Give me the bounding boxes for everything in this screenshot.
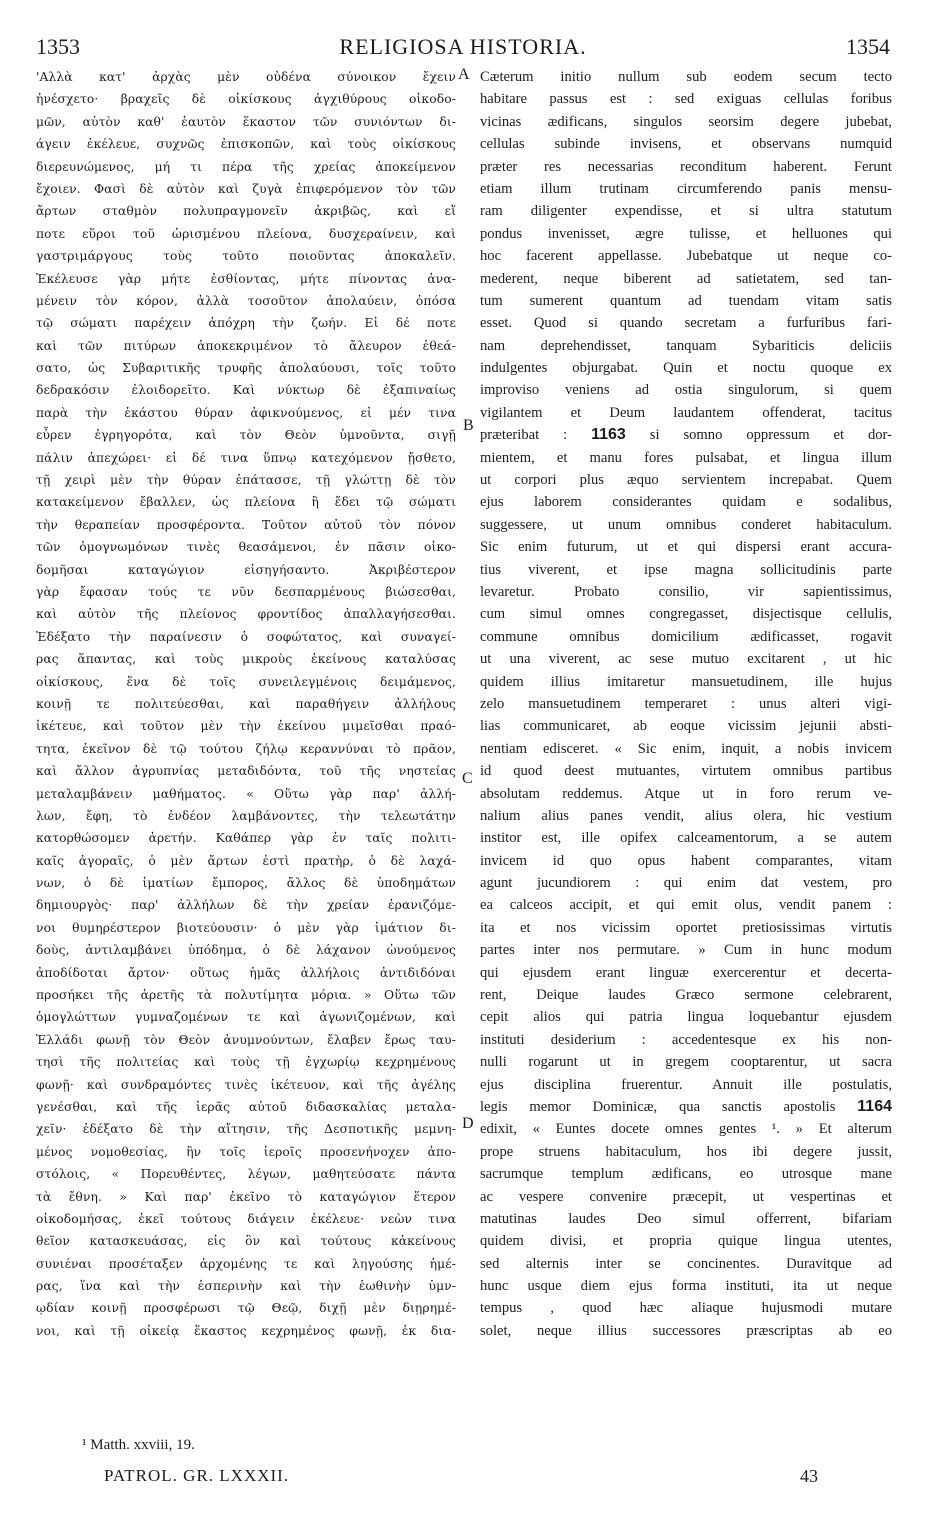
- latin-text-line: id quod deest mutuantes, virtutem omnibus partibus: [480, 763, 892, 780]
- greek-text-line: ἱκέτευε, καὶ τοῦτον μὲν τὴν ἐκείνου μιμεῖσθαι πραό-: [36, 719, 456, 734]
- page-number-right: 1354: [846, 34, 890, 59]
- latin-text-line: sacrumque templum ædificans, eo utrosque mane: [480, 1166, 892, 1183]
- greek-text-line: γὰρ ἔφασαν τούς τε νῦν δεσπαρμένους βιώσεσθαι,: [36, 584, 456, 599]
- latin-text-line: cum simul omnes congregasset, disjectisque cellulis,: [480, 606, 892, 623]
- latin-text-line: levaretur. Probato consilio, vir sapientissimus,: [480, 583, 892, 600]
- greek-text-line: δομῆσαι καταγώγιον εἰσηγήσαντο. Ἀκριβέστερον: [36, 562, 456, 577]
- latin-text-line: tum sumerent quantum ad tuendam vitam satis: [480, 292, 892, 309]
- greek-text-line: Ἐκέλευσε γὰρ μήτε ἐσθίοντας, μήτε πίνοντας ἀνα-: [36, 271, 456, 286]
- greek-text-line: οἰκίσκους, ἕνα δὲ τοῖς συνειλεγμένοις δειμάμενος,: [36, 674, 456, 689]
- latin-text-line: rent, Deique laudes Græco sermone celebrarent,: [480, 987, 892, 1004]
- greek-text-line: καῖς ἀγοραῖς, ὁ μὲν ἄρτων ἐστὶ πρατὴρ, ὁ δὲ λαχά-: [36, 853, 456, 868]
- greek-text-line: χεῖν· ἐδέξατο δὲ τὴν αἴτησιν, τῆς Δεσποτικῆς μεμνη-: [36, 1122, 456, 1137]
- greek-text-line: ῳδίαν κοινῇ προσφέρωσι τῷ Θεῷ, διχῇ μὲν διῃρημέ-: [36, 1301, 456, 1316]
- greek-text-line: Ἑλλάδι φωνῇ τὸν Θεὸν ἀνυμνούντων, ἔλαβεν ἔρως ταυ-: [36, 1032, 456, 1047]
- latin-text-line: institor est, ille opifex calceamentorum, a se autem: [480, 830, 892, 847]
- latin-text-line: commune omnibus domicilium ædificasset, rogavit: [480, 628, 892, 645]
- latin-text-line: ita et nos vicissim oportet pretiosissimas virtutis: [480, 919, 892, 936]
- greek-text-line: συνιέναι προσέταξεν ἀρχομένης τε καὶ ληγούσης ἡμέ-: [36, 1256, 456, 1271]
- latin-text-line: lias communicaret, ab eoque vicissim jejunii absti-: [480, 718, 892, 735]
- latin-text-line: solet, neque illius successores præscriptas ab eo: [480, 1322, 892, 1339]
- greek-text-line: γαστριμάργους τοὺς τοῦτο ποιοῦντας ἀποκαλεῖν.: [36, 249, 456, 264]
- greek-text-line: ἀποδίδοται ἄρτον· οὕτως ἡμᾶς ἀλλήλοις ἀντιδιδόναι: [36, 965, 456, 980]
- greek-text-line: πάλιν ἀπεχώρει· εἰ δέ τινα ὕπνῳ κατεχόμενον ᾔσθετο,: [36, 450, 456, 465]
- greek-text-line: παρὰ τὴν ἑκάστου θύραν ἀφικνούμενος, εἰ μέν τινα: [36, 405, 456, 420]
- greek-text-line: τὰ ἔθνη. » Καὶ παρ' ἐκεῖνο τὸ καταγώγιον ἕτερον: [36, 1189, 456, 1204]
- greek-text-line: νων, ὁ δὲ ἱματίων ἔμπορος, ἄλλος δὲ ὑποδημάτων: [36, 876, 456, 891]
- latin-text-line: vigilantem et Deum laudantem offenderat, tacitus: [480, 404, 892, 421]
- latin-text-line: ram diligenter expendisse, et si ultra statutum: [480, 203, 892, 220]
- latin-text-line: præter res necessarias reconditum haberent. Ferunt: [480, 158, 892, 175]
- greek-text-line: 'Αλλὰ κατ' ἀρχὰς μὲν οὐδένα σύνοικον ἔχειν: [36, 70, 456, 84]
- latin-text-line: matutinas laudes Deo simul offerrent, bifariam: [480, 1210, 892, 1227]
- greek-column: [36, 66, 456, 1421]
- latin-text-line: hoc facerent appellasse. Jubebatque ut neque co-: [480, 248, 892, 265]
- latin-text-line: suggessere, ut unum omnibus conderet habitaculum.: [480, 516, 892, 533]
- latin-text-line: ejus laborem considerantes quidam e sodalibus,: [480, 494, 892, 511]
- latin-text-line: ejus disciplina fruerentur. Annuit ille postulatis,: [480, 1076, 892, 1093]
- latin-text-line: qui ejusdem erant linguæ exercerentur et decerta-: [480, 964, 892, 981]
- page-number-left: 1353: [36, 34, 80, 59]
- latin-text-line: hunc usque diem ejus forma instituti, ita ut neque: [480, 1278, 892, 1295]
- latin-text-line: ut corpori plus æquo servientem increpabat. Quem: [480, 472, 892, 489]
- latin-text-line: invicem id quo opus habent comparantes, vitam: [480, 852, 892, 869]
- greek-text-line: μένος νομοθεσίας, ἣν τοῖς ἱεροῖς προσενήνοχεν ἀπο-: [36, 1144, 456, 1159]
- latin-text-line: prope struens habitaculum, hos ibi degere jussit,: [480, 1143, 892, 1160]
- greek-text-line: νοι θυμηρέστερον βιοτεύουσιν· ὁ μὲν γὰρ ἱμάτιον δι-: [36, 920, 456, 935]
- greek-text-line: τητα, ἐκεῖνον δὲ τῷ τούτου ζήλῳ κεραννύναι τὸ πρᾶον,: [36, 741, 456, 756]
- latin-text-line: sed alternis inter se concinentes. Duravitque ad: [480, 1255, 892, 1272]
- greek-text-line: ρας, ἵνα καὶ τὴν ἑσπερινὴν καὶ τὴν ἑωθινὴν ὑμν-: [36, 1279, 456, 1294]
- margin-letter-c: C: [462, 770, 473, 787]
- greek-text-line: νοι, καὶ τῇ οἰκείᾳ ἕκαστος κεχρημένος φωνῇ, ἐκ δια-: [36, 1323, 456, 1338]
- greek-text-line: μεταλαμβάνειν μαθήματος. « Οὕτω γὰρ παρ' ἀλλή-: [36, 786, 456, 801]
- greek-text-line: τῶν ὁμογνωμόνων τινὲς θεασάμενοι, ἐν πᾶσιν οἰκο-: [36, 540, 456, 555]
- greek-text-line: καὶ ἄλλον ἀγρυπνίας μεταδιδόντα, τοῦ τῆς νηστείας: [36, 764, 456, 779]
- latin-text-line: quidem illius imitaretur mansuetudinem, ille hujus: [480, 673, 892, 690]
- footer-series: PATROL. GR. LXXXII.: [104, 1466, 290, 1485]
- greek-text-line: τὴν θεραπείαν προσφέροντα. Τοῦτον αὐτοῦ τὸν πόνον: [36, 517, 456, 532]
- greek-text-line: φωνῇ· καὶ συνδραμόντες τινὲς ἱκέτευον, καὶ τῆς ἀγέλης: [36, 1077, 456, 1092]
- greek-text-line: θεῖον κατασκευάσας, εἰς ὃν καὶ τούτους κἀκείνους: [36, 1234, 456, 1249]
- latin-text-line: nalium alius panes vendit, alius olera, hic vestium: [480, 807, 892, 824]
- greek-text-line: οἰκοδομήσας, ἐκεῖ τούτους διάγειν ἐκέλευε· νεὼν τινα: [36, 1211, 456, 1226]
- latin-text-line: mederent, neque biberent ad satietatem, sed tan-: [480, 270, 892, 287]
- greek-text-line: μῶν, αὐτὸν καθ' ἑαυτὸν ἕκαστον τῶν συνιόντων δι-: [36, 114, 456, 129]
- footnote: ¹ Matth. xxviii, 19.: [82, 1437, 195, 1453]
- latin-text-line: etiam illum trutinam circumferendo panis mensu-: [480, 180, 892, 197]
- column-number-marker: 1164: [857, 1097, 892, 1115]
- latin-text-line: ea calceos accipit, et qui emit olus, vendit panem :: [480, 897, 892, 914]
- running-title: RELIGIOSA HISTORIA.: [339, 34, 587, 59]
- greek-text-line: τησὶ τῆς πολιτείας καὶ τοὺς τῇ ἐγχωρίῳ κεχρημένους: [36, 1055, 456, 1070]
- greek-text-line: Ἐδέξατο τὴν παραίνεσιν ὁ σοφώτατος, καὶ συναγεί-: [36, 629, 456, 644]
- greek-text-line: ἄρτων σταθμὸν πολυπραγμονεῖν ἀκριβῶς, καὶ εἴ: [36, 204, 456, 219]
- greek-text-line: ρας ἅπαντας, καὶ τοὺς μικροὺς ἐκείνους καταλύσας: [36, 652, 456, 667]
- latin-text-line: nentiam edisceret. « Sic enim, inquit, a nobis invicem: [480, 740, 892, 757]
- greek-text-line: μένειν τὸν κόρον, ἀλλὰ τοσοῦτον ἀπολαύειν, ὁπόσα: [36, 293, 456, 308]
- latin-text-line: nam deprehendisset, tanquam Sybariticis deliciis: [480, 337, 892, 354]
- latin-text-line: tempus , quod hæc aliaque hujusmodi mutare: [480, 1300, 892, 1317]
- latin-text-line: præteribat : 1163 si somno oppressum et dor-: [480, 426, 892, 444]
- latin-text-line: zelo mansuetudinem temperaret : unus alteri vigi-: [480, 695, 892, 712]
- latin-column: [480, 66, 892, 1421]
- greek-text-line: γενέσθαι, καὶ τῆς ἱερᾶς αὐτοῦ διδασκαλίας μεταλα-: [36, 1099, 456, 1114]
- latin-text-line: tius viverent, et ipse magna sollicitudinis parte: [480, 561, 892, 578]
- latin-text-line: cepit alios qui patria lingua loquebantur ejusdem: [480, 1009, 892, 1026]
- margin-letter-d: D: [462, 1115, 474, 1132]
- greek-text-line: στόλοις, « Πορευθέντες, λέγων, μαθητεύσατε πάντα: [36, 1167, 456, 1182]
- greek-text-line: καὶ τῶν πιτύρων ἀποκεκριμένον τὸ ἄλευρον ἐθεά-: [36, 338, 456, 353]
- greek-text-line: προσήκει τῆς ἀρετῆς τὰ πολυτίμητα μόρια. » Οὕτω τῶν: [36, 988, 456, 1003]
- greek-text-line: κατακείμενον ἔβαλλεν, ὡς πλείονα ἢ ἔδει τῷ σώματι: [36, 495, 456, 510]
- greek-text-line: ποτε εὕροι τοῦ ὡρισμένου πλείονα, δυσχεραίνειν, καὶ: [36, 226, 456, 241]
- greek-text-line: σατο, ὡς Συβαριτικῆς τρυφῆς ἀπολαύουσι, τοῖς τοῦτο: [36, 361, 456, 376]
- greek-text-line: διερευνώμενος, μή τι πέρα τῆς χρείας ἀποκείμενον: [36, 159, 456, 174]
- latin-text-line: vicinas ædificans, singulos seorsim degere jubebat,: [480, 113, 892, 130]
- greek-text-line: λων, ἔφη, τὸ ἐνδέον λαμβάνοντες, τὴν τελεωτάτην: [36, 808, 456, 823]
- greek-text-line: καὶ αὐτὸν τῆς πλείονος φροντίδος ἀπαλλαγήσεσθαι.: [36, 607, 456, 622]
- greek-text-line: κοινῇ τε πολιτεύεσθαι, καὶ παραθήγειν ἀλλήλους: [36, 696, 456, 711]
- latin-text-line: partes inter nos permutare. » Cum in hunc modum: [480, 942, 892, 959]
- latin-text-line: quidem divisi, et propria quique lingua utentes,: [480, 1233, 892, 1250]
- greek-text-line: δεδρακόσιν ἐλοιδορεῖτο. Καὶ νύκτωρ δὲ ἐξαπιναίως: [36, 383, 456, 398]
- latin-text-line: esset. Quod si quando secretam a furfuribus fari-: [480, 315, 892, 332]
- footer-signature: 43: [800, 1466, 818, 1486]
- latin-text-line: mientem, et manu fores pulsabat, et lingua illum: [480, 449, 892, 466]
- latin-text-line: nulli rogarunt ut in gregem cooptarentur, ut sacra: [480, 1054, 892, 1071]
- page-header: [36, 34, 890, 64]
- margin-letter-b: B: [463, 417, 474, 434]
- greek-text-line: τῷ σώματι παρέχειν ἀπόχρη τὴν ζωήν. Εἰ δέ ποτε: [36, 316, 456, 331]
- greek-text-line: ὁμογλώττων γυμναζομένων τε καὶ ἀγωνιζομένων, καὶ: [36, 1010, 456, 1025]
- latin-text-line: ut una viverent, ac sese mutuo excitarent , ut hic: [480, 651, 892, 668]
- greek-text-line: ἔχοιεν. Φασὶ δὲ αὐτὸν καὶ ζυγὰ ἐπιφερόμενον τὸν τῶν: [36, 181, 456, 196]
- greek-text-line: δημιουργὸς· παρ' ἀλλήλων δὲ τὴν χρείαν ἐρανιζόμε-: [36, 898, 456, 913]
- latin-text-line: pondus invenisset, ægre tulisse, et helluones qui: [480, 225, 892, 242]
- latin-text-line: edixit, « Euntes docete omnes gentes ¹. » Et alterum: [480, 1121, 892, 1138]
- latin-text-line: habitare passus est : sed exiguas cellulas foribus: [480, 91, 892, 108]
- greek-text-line: τῇ χειρὶ μὲν τὴν θύραν ἐπάτασσε, τῇ γλώττῃ δὲ τὸν: [36, 473, 456, 488]
- latin-text-line: instituti desiderium : accedentesque ex his non-: [480, 1031, 892, 1048]
- latin-text-line: ac vespere convenire præcepit, ut vespertinas et: [480, 1188, 892, 1205]
- greek-text-line: εὗρεν ἐγρηγορότα, καὶ τὸν Θεὸν ὑμνοῦντα, σιγῇ: [36, 428, 456, 443]
- latin-text-line: cellulas subinde invisens, et observans numquid: [480, 136, 892, 153]
- margin-letter-a: A: [458, 66, 470, 83]
- latin-text-line: Sic enim futurum, ut et qui dispersi erant accura-: [480, 539, 892, 556]
- latin-text-line: improviso veniens ad ostia singulorum, si quem: [480, 382, 892, 399]
- greek-text-line: κατορθώσομεν ἀρετήν. Καθάπερ γὰρ ἐν ταῖς πολιτι-: [36, 831, 456, 846]
- latin-text-line: absolutam reddemus. Atque ut in foro rerum ve-: [480, 785, 892, 802]
- latin-text-line: agunt jucundiorem : qui enim dat vestem, pro: [480, 875, 892, 892]
- greek-text-line: δοὺς, ἀντιλαμβάνει ὑπόδημα, ὁ δὲ λάχανον ὠνούμενος: [36, 943, 456, 958]
- latin-text-line: indulgentes objurgabat. Quin et noctu quoque ex: [480, 360, 892, 377]
- latin-text-line: Cæterum initio nullum sub eodem secum tecto: [480, 69, 892, 85]
- greek-text-line: ἠνέσχετο· βραχεῖς δὲ οἰκίσκους ἀγχιθύρους οἰκοδο-: [36, 92, 456, 107]
- greek-text-line: άγειν ἐκέλευε, συχνῶς ἐπισκοπῶν, καὶ τοὺς οἰκίσκους: [36, 137, 456, 152]
- column-number-marker: 1163: [591, 426, 626, 444]
- latin-text-line: legis memor Dominicæ, qua sanctis apostolis 1164: [480, 1097, 892, 1115]
